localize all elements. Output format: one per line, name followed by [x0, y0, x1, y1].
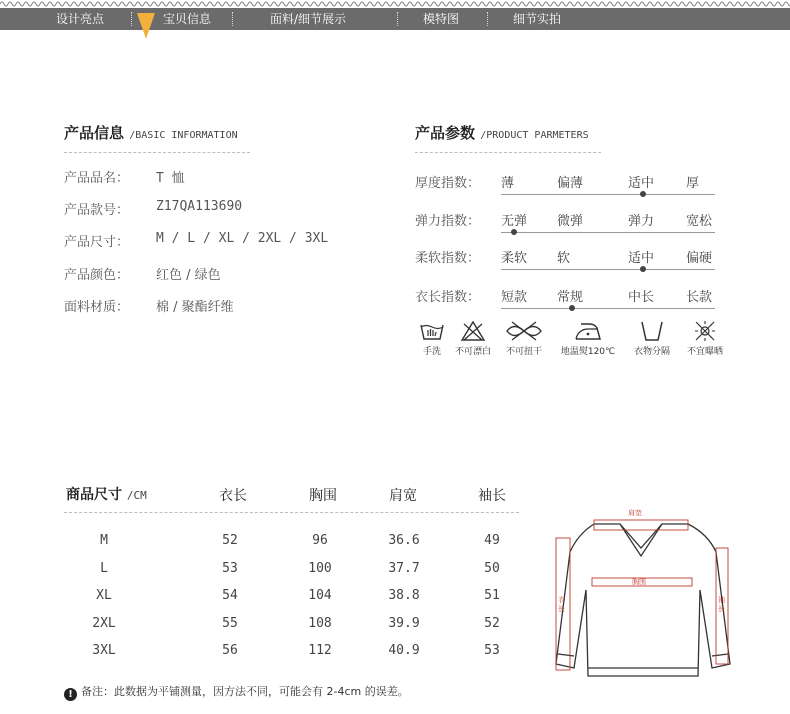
- divider: [415, 152, 601, 153]
- product-info-subtitle: /BASIC INFORMATION: [129, 130, 238, 141]
- nav-divider: [397, 12, 398, 26]
- no-sun-dry-icon: [692, 320, 718, 342]
- nav-detail-shots[interactable]: 细节实拍: [513, 12, 562, 26]
- product-info-heading: 产品信息: [64, 124, 125, 142]
- size-cell: 37.7: [388, 560, 420, 576]
- param-label: 弹力指数：: [415, 214, 481, 229]
- divider: [64, 512, 519, 513]
- divider: [64, 152, 250, 153]
- param-scale-line: [501, 194, 715, 195]
- size-label: M: [100, 533, 108, 548]
- diagram-label-length: 衣长: [558, 596, 565, 613]
- info-value-sizes: M / L / XL / 2XL / 3XL: [156, 231, 329, 246]
- size-cell: 56: [222, 643, 238, 658]
- param-option: 薄: [501, 176, 515, 191]
- nav-design-highlights[interactable]: 设计亮点: [56, 12, 105, 26]
- param-scale-line: [501, 308, 715, 309]
- info-value-sku: Z17QA113690: [156, 199, 243, 214]
- col-header-chest: 胸围: [309, 488, 337, 504]
- size-label: 2XL: [92, 615, 116, 631]
- nav-product-info[interactable]: 宝贝信息: [163, 12, 212, 26]
- param-label: 柔软指数：: [415, 251, 481, 266]
- param-selected-dot: [569, 305, 575, 311]
- size-table-title: [66, 484, 147, 504]
- size-cell: 112: [308, 643, 332, 658]
- size-cell: 108: [308, 615, 332, 631]
- param-option: 弹力: [628, 214, 655, 229]
- param-label: 衣长指数：: [415, 290, 481, 305]
- product-params-heading: 产品参数: [415, 124, 476, 142]
- care-label: 不宜曝晒: [686, 347, 723, 357]
- size-cell: 49: [484, 533, 500, 548]
- param-selected-dot: [640, 191, 646, 197]
- param-option: 宽松: [686, 214, 713, 229]
- size-cell: 39.9: [388, 615, 420, 631]
- no-bleach-icon: [460, 320, 486, 342]
- care-label: 地温熨120℃: [560, 347, 616, 357]
- info-label-colors: 产品颜色：: [64, 268, 130, 283]
- care-no-sun-dry: [675, 320, 735, 357]
- size-cell: 96: [312, 533, 328, 548]
- size-cell: 55: [222, 615, 238, 631]
- iron-low-icon: [573, 320, 603, 342]
- param-scale-line: [501, 232, 715, 233]
- nav-model-photos[interactable]: 模特图: [423, 12, 460, 26]
- size-cell: 50: [484, 560, 500, 576]
- care-wash-separately: [622, 320, 682, 357]
- size-cell: 38.8: [388, 588, 420, 603]
- top-wave-border: [0, 0, 790, 8]
- size-label: 3XL: [92, 643, 116, 658]
- size-label: L: [100, 560, 108, 576]
- info-label-sizes: 产品尺寸：: [64, 235, 130, 250]
- param-option: 长款: [686, 290, 713, 305]
- size-cell: 52: [222, 533, 238, 548]
- info-label-material: 面料材质：: [64, 300, 130, 315]
- product-params-title: [415, 122, 589, 143]
- wash-separately-icon: [637, 320, 667, 342]
- param-scale-line: [501, 269, 715, 270]
- size-cell: 54: [222, 588, 238, 603]
- param-option: 适中: [628, 251, 655, 266]
- size-cell: 40.9: [388, 643, 420, 658]
- param-selected-dot: [511, 229, 517, 235]
- size-cell: 51: [484, 588, 500, 603]
- section-nav: [0, 8, 790, 30]
- param-option: 中长: [628, 290, 655, 305]
- param-option: 厚: [686, 176, 700, 191]
- info-label-sku: 产品款号：: [64, 203, 130, 218]
- care-label: 手洗: [422, 347, 441, 357]
- size-cell: 53: [222, 560, 238, 576]
- no-wring-icon: [504, 320, 544, 342]
- size-table-unit: /CM: [126, 489, 147, 502]
- nav-divider: [131, 12, 132, 26]
- active-nav-marker: [137, 13, 155, 39]
- size-cell: 53: [484, 643, 500, 658]
- param-option: 偏硬: [686, 251, 713, 266]
- note-text: 备注：此数据为平铺测量，因方法不同，可能会有 2-4cm 的误差。: [81, 685, 409, 698]
- hand-wash-icon: [419, 320, 445, 342]
- param-option: 短款: [501, 290, 528, 305]
- tshirt-measure-diagram: [548, 500, 738, 680]
- measurement-note: [64, 683, 409, 701]
- nav-divider: [232, 12, 233, 26]
- param-label: 厚度指数：: [415, 176, 481, 191]
- param-selected-dot: [640, 266, 646, 272]
- size-label: XL: [96, 588, 112, 603]
- product-params-subtitle: /PRODUCT PARMETERS: [480, 130, 589, 141]
- col-header-shoulder: 肩宽: [389, 488, 417, 504]
- col-header-sleeve: 袖长: [478, 488, 506, 504]
- param-option: 柔软: [501, 251, 528, 266]
- param-option: 偏薄: [557, 176, 584, 191]
- param-option: 适中: [628, 176, 655, 191]
- care-iron-low: [558, 320, 618, 357]
- nav-divider: [487, 12, 488, 26]
- care-label: 不可扭干: [505, 347, 542, 357]
- nav-fabric-details[interactable]: 面料/细节展示: [270, 12, 347, 26]
- info-label-name: 产品品名：: [64, 171, 130, 186]
- diagram-label-shoulder: 肩宽: [628, 509, 642, 517]
- diagram-label-chest: 胸围: [632, 578, 646, 586]
- size-cell: 104: [308, 588, 332, 603]
- param-option: 无弹: [501, 214, 528, 229]
- diagram-label-sleeve: 袖长: [718, 596, 725, 613]
- param-option: 微弹: [557, 214, 584, 229]
- size-cell: 36.6: [388, 533, 420, 548]
- param-option: 常规: [557, 290, 584, 305]
- info-value-colors: 红色 / 绿色: [156, 268, 221, 283]
- info-value-material: 棉 / 聚酯纤维: [156, 300, 234, 315]
- size-table-heading: 商品尺寸: [66, 487, 122, 503]
- care-no-wring: [494, 320, 554, 357]
- info-value-name: T 恤: [156, 171, 185, 186]
- size-cell: 52: [484, 615, 500, 631]
- param-option: 软: [557, 251, 571, 266]
- care-label: 衣物分隔: [633, 347, 670, 357]
- size-cell: 100: [308, 560, 332, 576]
- care-label: 不可漂白: [454, 347, 491, 357]
- product-info-title: [64, 122, 238, 143]
- col-header-length: 衣长: [219, 488, 247, 504]
- alert-icon: !: [64, 688, 77, 701]
